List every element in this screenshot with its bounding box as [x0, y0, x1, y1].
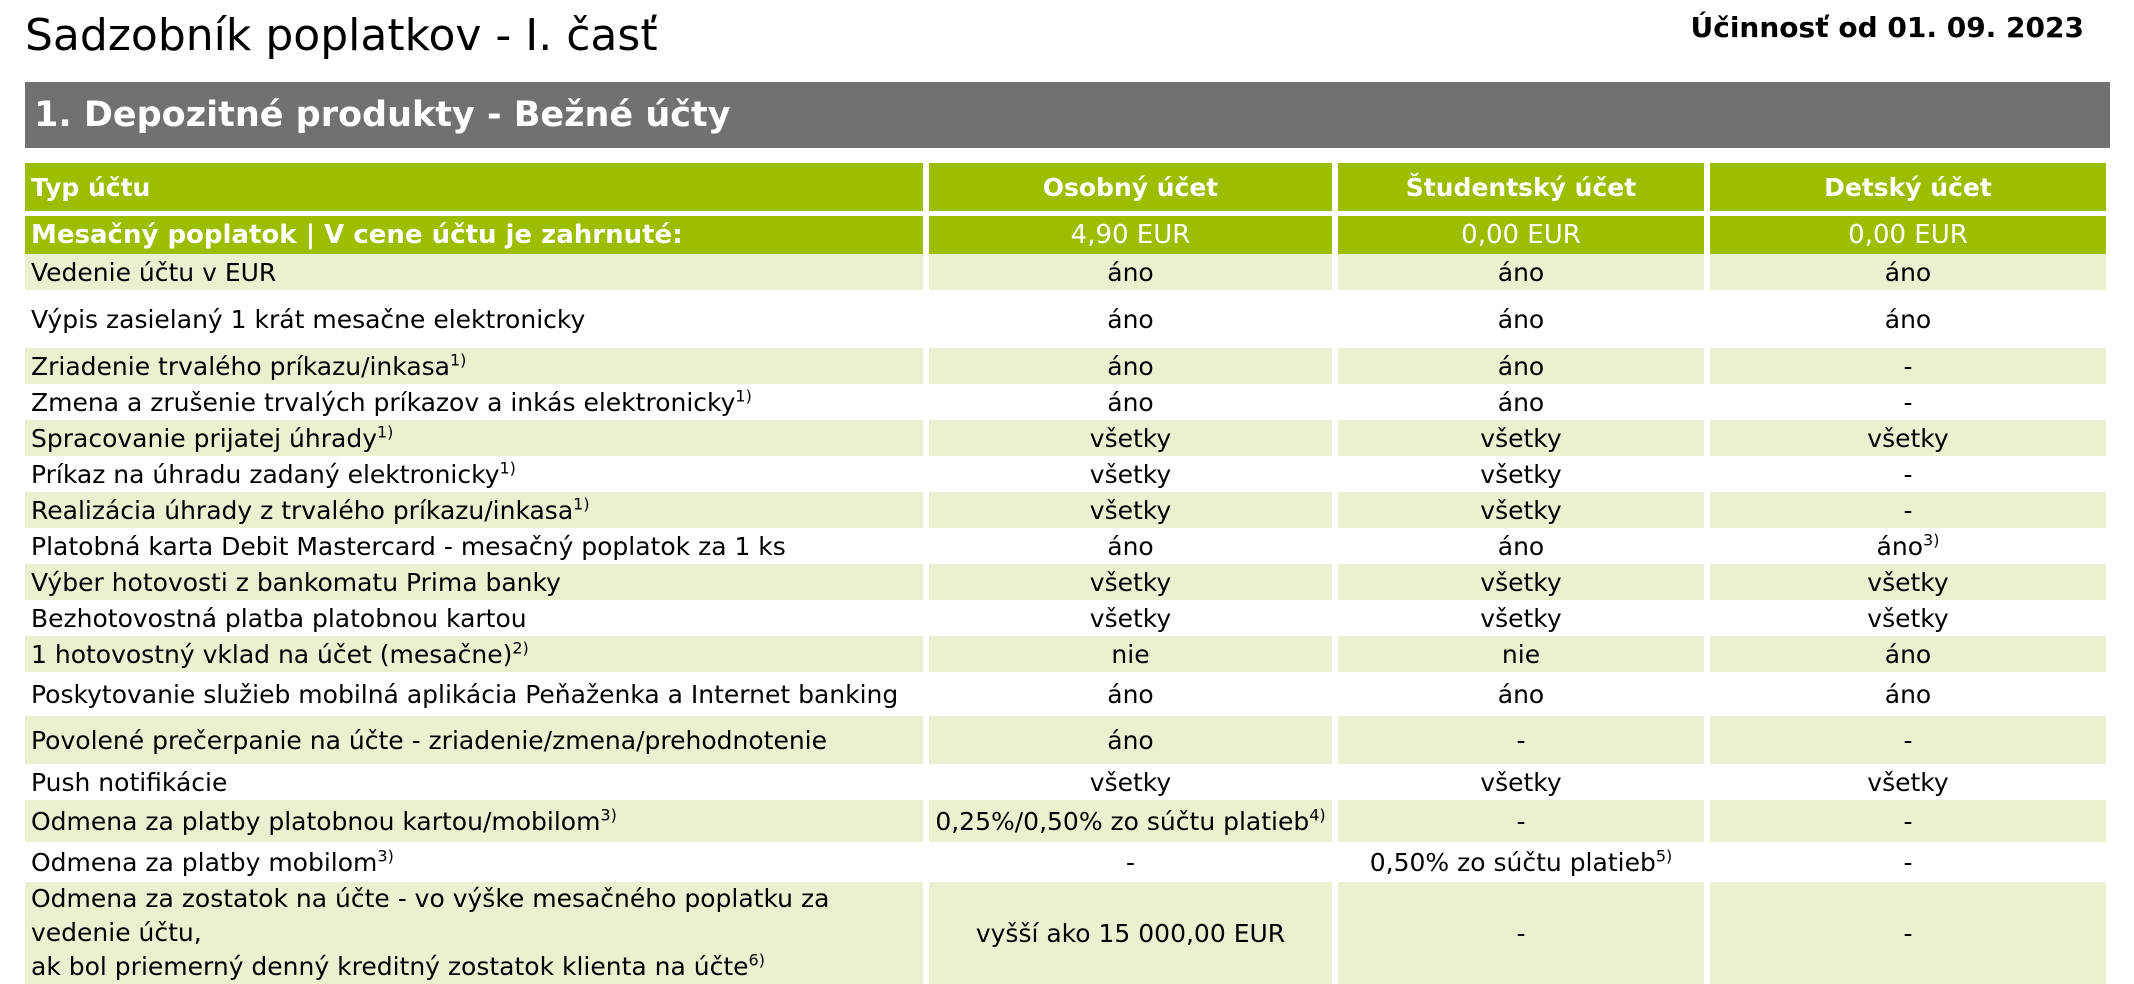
header-studentsky: Študentský účet: [1338, 163, 1704, 216]
row-label: [25, 254, 923, 290]
row-label-text: Príkaz na úhradu zadaný elektronicky: [31, 459, 500, 489]
value-text: áno: [1876, 531, 1924, 561]
row-label: [25, 882, 923, 984]
row-label-text: Bezhotovostná platba platobnou kartou: [31, 603, 527, 633]
row-label-text: Výpis zasielaný 1 krát mesačne elektronicky: [31, 304, 586, 334]
footnote-ref: 5): [1655, 846, 1673, 866]
value-text: všetky: [1867, 603, 1949, 633]
value-text: -: [1903, 725, 1913, 755]
value-text: áno: [1107, 679, 1154, 709]
row-label-text: Povolené prečerpanie na účte - zriadenie/zmena/prehodnotenie: [31, 725, 827, 755]
row-label-text: Vedenie účtu v EUR: [31, 257, 277, 287]
value-text: -: [1903, 806, 1913, 836]
monthly-fee-row: [25, 216, 2106, 254]
row-label: [25, 348, 923, 384]
value-osobny: [929, 384, 1332, 420]
row-label-text: Zriadenie trvalého príkazu/inkasa: [31, 351, 450, 381]
footnote-ref: 2): [512, 638, 529, 658]
monthly-fee-osobny: 4,90 EUR: [929, 216, 1332, 254]
row-label-text: Spracovanie prijatej úhrady: [31, 423, 377, 453]
row-label: [25, 290, 923, 348]
value-text: 0,25%/0,50% zo súčtu platieb: [935, 806, 1310, 836]
value-osobny: [929, 254, 1332, 290]
value-text: áno: [1884, 679, 1932, 709]
value-osobny: [929, 456, 1332, 492]
value-detsky: [1710, 672, 2106, 716]
row-label: [25, 764, 923, 800]
value-text: áno: [1497, 257, 1545, 287]
value-studentsky: [1338, 254, 1704, 290]
effective-date: Účinnosť od 01. 09. 2023: [1690, 11, 2084, 44]
value-text: nie: [1111, 639, 1150, 669]
table-row: [25, 764, 2106, 800]
table-row: [25, 456, 2106, 492]
row-label-text: Odmena za platby platobnou kartou/mobilom: [31, 806, 601, 836]
value-detsky: [1710, 636, 2106, 672]
value-text: áno: [1497, 531, 1545, 561]
row-label-text: Poskytovanie služieb mobilná aplikácia Peňaženka a Internet banking: [31, 679, 899, 709]
table-row: [25, 564, 2106, 600]
value-detsky: [1710, 384, 2106, 420]
row-label-text: Odmena za platby mobilom: [31, 847, 378, 877]
value-detsky: [1710, 528, 2106, 564]
value-detsky: [1710, 420, 2106, 456]
header-osobny: Osobný účet: [929, 163, 1332, 216]
table-row: [25, 254, 2106, 290]
value-text: áno: [1497, 304, 1545, 334]
footnote-ref: 3): [1923, 530, 1940, 550]
value-text: všetky: [1480, 495, 1562, 525]
value-osobny: [929, 492, 1332, 528]
row-label: [25, 672, 923, 716]
monthly-fee-label: Mesačný poplatok | V cene účtu je zahrnuté:: [25, 216, 923, 254]
value-studentsky: [1338, 882, 1704, 984]
monthly-fee-detsky: 0,00 EUR: [1710, 216, 2106, 254]
row-label-text: Realizácia úhrady z trvalého príkazu/inkasa: [31, 495, 574, 525]
value-detsky: [1710, 290, 2106, 348]
value-osobny: [929, 764, 1332, 800]
value-text: všetky: [1480, 567, 1562, 597]
value-text: -: [1903, 387, 1913, 417]
value-text: -: [1125, 847, 1136, 877]
row-label-text: Odmena za zostatok na účte - vo výške mesačného poplatku za vedenie účtu,: [31, 884, 830, 947]
value-detsky: [1710, 716, 2106, 764]
value-text: všetky: [1089, 459, 1172, 489]
footnote-ref: 1): [735, 386, 752, 406]
value-osobny: [929, 528, 1332, 564]
table-row: [25, 600, 2106, 636]
row-label: [25, 600, 923, 636]
footnote-ref: 1): [499, 458, 516, 478]
value-detsky: [1710, 600, 2106, 636]
row-label: [25, 384, 923, 420]
value-text: vyšší ako 15 000,00 EUR: [975, 918, 1286, 948]
value-detsky: [1710, 842, 2106, 882]
row-label: [25, 636, 923, 672]
value-osobny: [929, 882, 1332, 984]
value-text: -: [1903, 459, 1913, 489]
value-text: áno: [1107, 531, 1154, 561]
footnote-ref: 1): [377, 422, 394, 442]
value-osobny: [929, 800, 1332, 842]
value-studentsky: [1338, 716, 1704, 764]
value-studentsky: [1338, 456, 1704, 492]
value-text: 0,50% zo súčtu platieb: [1369, 847, 1656, 877]
value-text: áno: [1884, 304, 1932, 334]
row-label-text: 1 hotovostný vklad na účet (mesačne): [31, 639, 513, 669]
row-label: [25, 492, 923, 528]
value-studentsky: [1338, 384, 1704, 420]
value-studentsky: [1338, 420, 1704, 456]
value-text: všetky: [1089, 423, 1172, 453]
value-osobny: [929, 636, 1332, 672]
value-text: -: [1516, 725, 1526, 755]
value-text: všetky: [1867, 567, 1949, 597]
value-text: nie: [1501, 639, 1541, 669]
table-row: [25, 800, 2106, 842]
value-detsky: [1710, 800, 2106, 842]
value-osobny: [929, 842, 1332, 882]
value-studentsky: [1338, 492, 1704, 528]
value-text: všetky: [1867, 767, 1949, 797]
value-text: áno: [1107, 351, 1154, 381]
value-text: áno: [1497, 351, 1545, 381]
value-text: áno: [1884, 257, 1932, 287]
value-studentsky: [1338, 800, 1704, 842]
table-row: [25, 384, 2106, 420]
footnote-ref: 1): [573, 494, 590, 514]
table-row: [25, 420, 2106, 456]
row-label-text: Platobná karta Debit Mastercard - mesačný poplatok za 1 ks: [31, 531, 786, 561]
value-text: -: [1903, 495, 1913, 525]
table-row: [25, 882, 2106, 984]
value-text: -: [1516, 806, 1526, 836]
value-text: všetky: [1480, 459, 1562, 489]
footnote-ref: 6): [748, 950, 765, 970]
value-text: všetky: [1480, 423, 1562, 453]
row-label-text: Výber hotovosti z bankomatu Prima banky: [31, 567, 561, 597]
value-studentsky: [1338, 764, 1704, 800]
table-row: [25, 348, 2106, 384]
footnote-ref: 3): [377, 846, 394, 866]
monthly-fee-studentsky: 0,00 EUR: [1338, 216, 1704, 254]
value-detsky: [1710, 254, 2106, 290]
value-text: áno: [1107, 725, 1154, 755]
table-row: [25, 636, 2106, 672]
value-detsky: [1710, 492, 2106, 528]
value-text: všetky: [1089, 567, 1172, 597]
value-studentsky: [1338, 564, 1704, 600]
value-text: všetky: [1480, 767, 1562, 797]
row-label: [25, 716, 923, 764]
value-osobny: [929, 348, 1332, 384]
row-label-text: Push notifikácie: [31, 767, 228, 797]
row-label: [25, 564, 923, 600]
value-text: všetky: [1089, 495, 1172, 525]
header-account-type: Typ účtu: [25, 163, 923, 216]
table-row: [25, 290, 2106, 348]
value-text: všetky: [1867, 423, 1949, 453]
row-label: [25, 420, 923, 456]
footnote-ref: 1): [449, 350, 467, 370]
value-studentsky: [1338, 348, 1704, 384]
value-text: -: [1903, 351, 1913, 381]
footnote-ref: 4): [1309, 805, 1326, 825]
value-osobny: [929, 600, 1332, 636]
value-detsky: [1710, 564, 2106, 600]
value-studentsky: [1338, 672, 1704, 716]
value-studentsky: [1338, 528, 1704, 564]
value-osobny: [929, 716, 1332, 764]
section-heading: 1. Depozitné produkty - Bežné účty: [25, 82, 2110, 148]
footnote-ref: 3): [600, 805, 617, 825]
row-label: [25, 800, 923, 842]
row-label-text: Zmena a zrušenie trvalých príkazov a inkás elektronicky: [31, 387, 736, 417]
header-detsky: Detský účet: [1710, 163, 2106, 216]
value-text: -: [1516, 918, 1526, 948]
value-osobny: [929, 672, 1332, 716]
table-row: [25, 528, 2106, 564]
value-osobny: [929, 420, 1332, 456]
value-studentsky: [1338, 290, 1704, 348]
value-studentsky: [1338, 600, 1704, 636]
fee-table: [19, 163, 2112, 984]
row-label: [25, 842, 923, 882]
table-row: [25, 492, 2106, 528]
value-text: všetky: [1089, 767, 1172, 797]
value-studentsky: [1338, 842, 1704, 882]
value-detsky: [1710, 764, 2106, 800]
value-text: všetky: [1480, 603, 1562, 633]
table-row: [25, 672, 2106, 716]
value-text: -: [1903, 918, 1913, 948]
table-row: [25, 842, 2106, 882]
page-title: Sadzobník poplatkov - I. časť: [25, 10, 658, 61]
value-text: áno: [1107, 387, 1154, 417]
value-text: áno: [1884, 639, 1932, 669]
value-studentsky: [1338, 636, 1704, 672]
value-osobny: [929, 564, 1332, 600]
row-label: [25, 456, 923, 492]
value-detsky: [1710, 348, 2106, 384]
row-label: [25, 528, 923, 564]
row-label-text-line2: ak bol priemerný denný kreditný zostatok klienta na účte: [31, 952, 749, 981]
value-text: áno: [1107, 304, 1154, 334]
value-detsky: [1710, 882, 2106, 984]
table-row: [25, 716, 2106, 764]
value-text: áno: [1497, 387, 1545, 417]
value-detsky: [1710, 456, 2106, 492]
value-text: áno: [1107, 257, 1154, 287]
value-text: všetky: [1089, 603, 1172, 633]
value-text: -: [1903, 847, 1913, 877]
table-header-row: [25, 163, 2106, 216]
value-osobny: [929, 290, 1332, 348]
value-text: áno: [1497, 679, 1545, 709]
